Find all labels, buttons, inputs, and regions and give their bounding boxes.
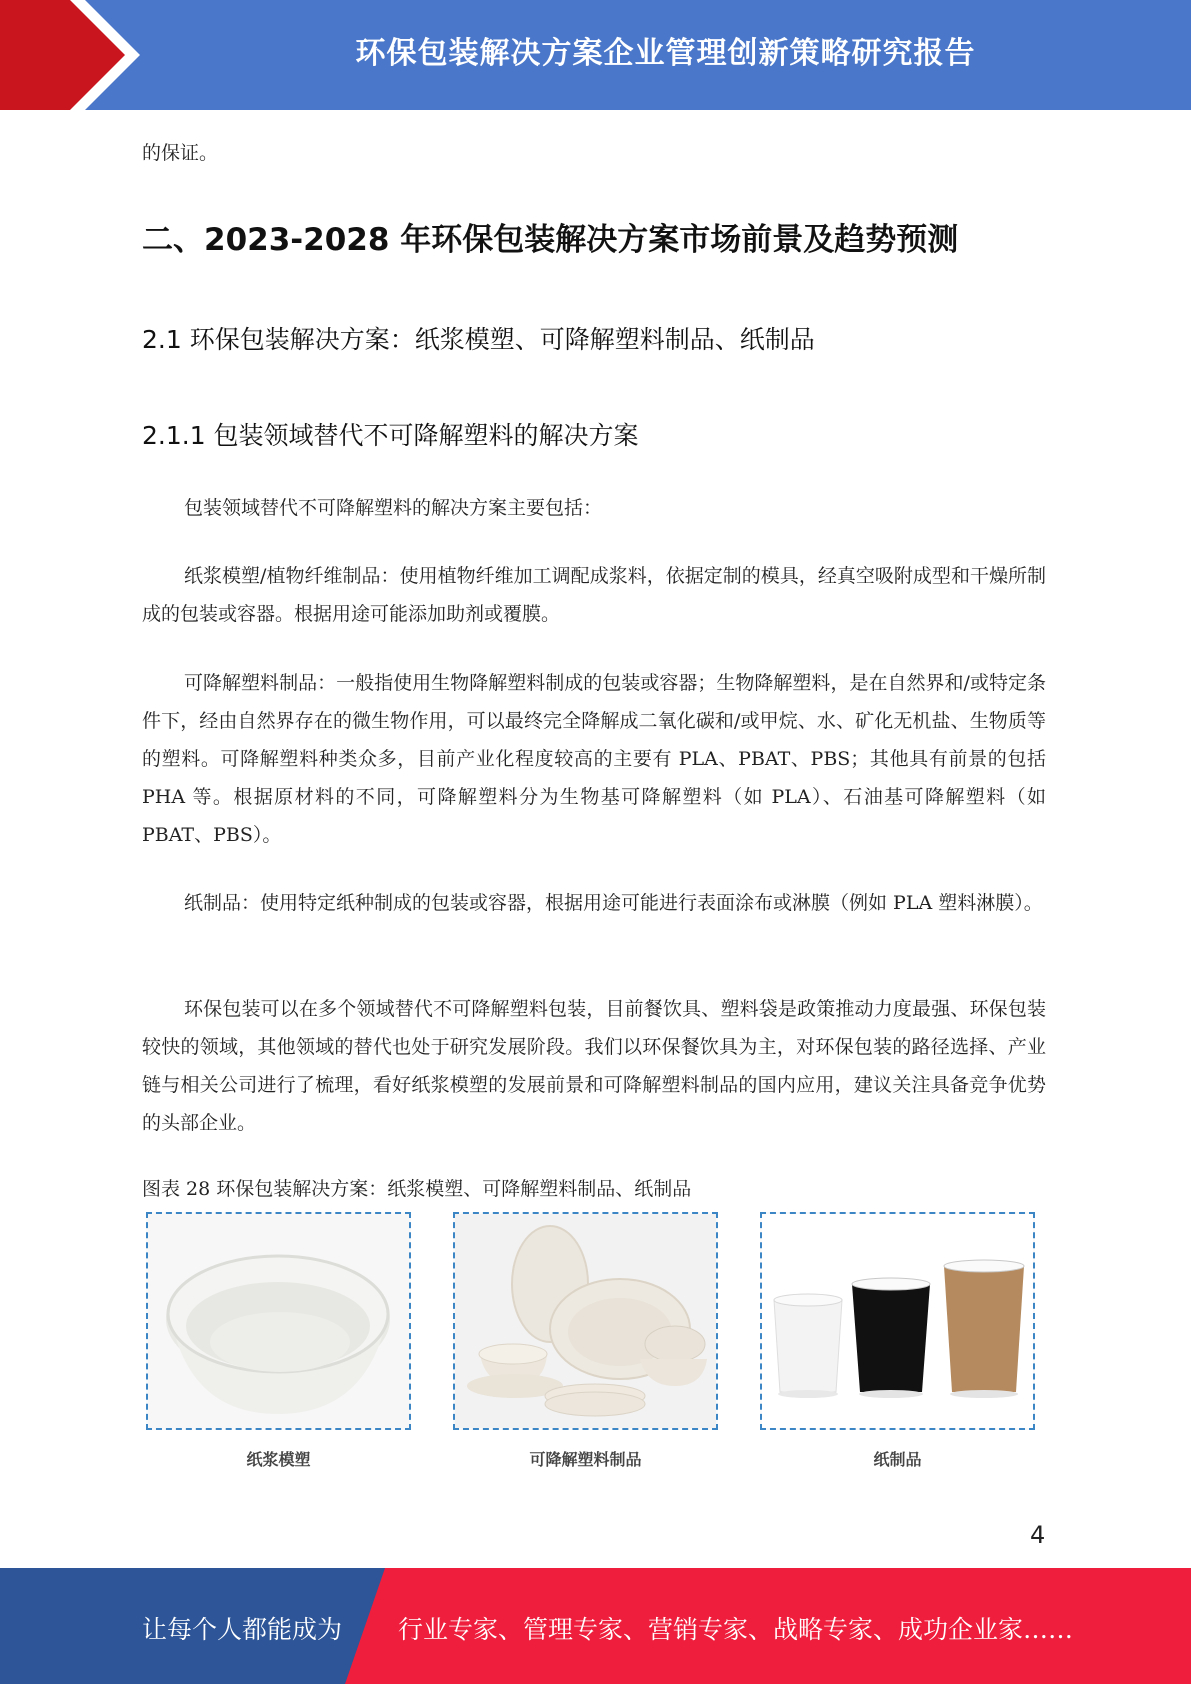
page-number: 4	[1030, 1521, 1046, 1549]
sub-heading: 2.1 环保包装解决方案：纸浆模塑、可降解塑料制品、纸制品	[142, 325, 815, 354]
paragraph: 环保包装可以在多个领域替代不可降解塑料包装，目前餐饮具、塑料袋是政策推动力度最强、环保包装较快的领域，其他领域的替代也处于研究发展阶段。我们以环保餐饮具为主，对环保包装的路径选择、产业链与相关公司进行了梳理，看好纸浆模塑的发展前景和可降解塑料制品的国内应用，建议关注具备竞争优势的头部企业。	[142, 998, 1046, 1134]
paragraph: 纸制品：使用特定纸种制成的包装或容器，根据用途可能进行表面涂布或淋膜（例如 PLA 塑料淋膜）。	[184, 892, 1043, 914]
section-heading: 二、2023-2028 年环保包装解决方案市场前景及趋势预测	[142, 222, 959, 258]
figure-label-degradable: 可降解塑料制品	[529, 1450, 642, 1469]
pulp-bowl-image	[146, 1212, 411, 1430]
paragraph: 纸浆模塑/植物纤维制品：使用植物纤维加工调配成浆料，依据定制的模具，经真空吸附成型和干燥所制成的包装或容器。根据用途可能添加助剂或覆膜。	[142, 565, 1046, 625]
header-title: 环保包装解决方案企业管理创新策略研究报告	[355, 36, 976, 71]
paragraph: 包装领域替代不可降解塑料的解决方案主要包括：	[184, 497, 603, 519]
figure-label-pulp: 纸浆模塑	[246, 1450, 311, 1469]
tableware-image	[453, 1212, 718, 1430]
header-arrow-decoration	[0, 0, 160, 110]
paper-cups-image	[760, 1212, 1035, 1430]
figure-caption: 图表 28 环保包装解决方案：纸浆模塑、可降解塑料制品、纸制品	[142, 1178, 692, 1200]
page-header	[0, 0, 1191, 110]
figure-label-paper: 纸制品	[873, 1450, 922, 1469]
footer-right-text: 行业专家、管理专家、营销专家、战略专家、成功企业家……	[398, 1615, 1074, 1644]
paragraph: 可降解塑料制品：一般指使用生物降解塑料制成的包装或容器；生物降解塑料，是在自然界和/或特定条件下，经由自然界存在的微生物作用，可以最终完全降解成二氧化碳和/或甲烷、水、矿化无机盐、生物质等的塑料。可降解塑料种类众多，目前产业化程度较高的主要有 PLA、PBAT、PBS；其他具有前景的包括 PHA 等。根据原材料的不同，可降解塑料分为生物基可降解塑料（如 PLA）、石油基可降解塑料（如 PBAT、PBS）。	[142, 672, 1046, 846]
footer-left-text: 让每个人都能成为	[142, 1615, 343, 1644]
page-footer	[0, 1568, 1191, 1684]
sub-sub-heading: 2.1.1 包装领域替代不可降解塑料的解决方案	[142, 421, 639, 450]
lead-text: 的保证。	[142, 142, 219, 164]
